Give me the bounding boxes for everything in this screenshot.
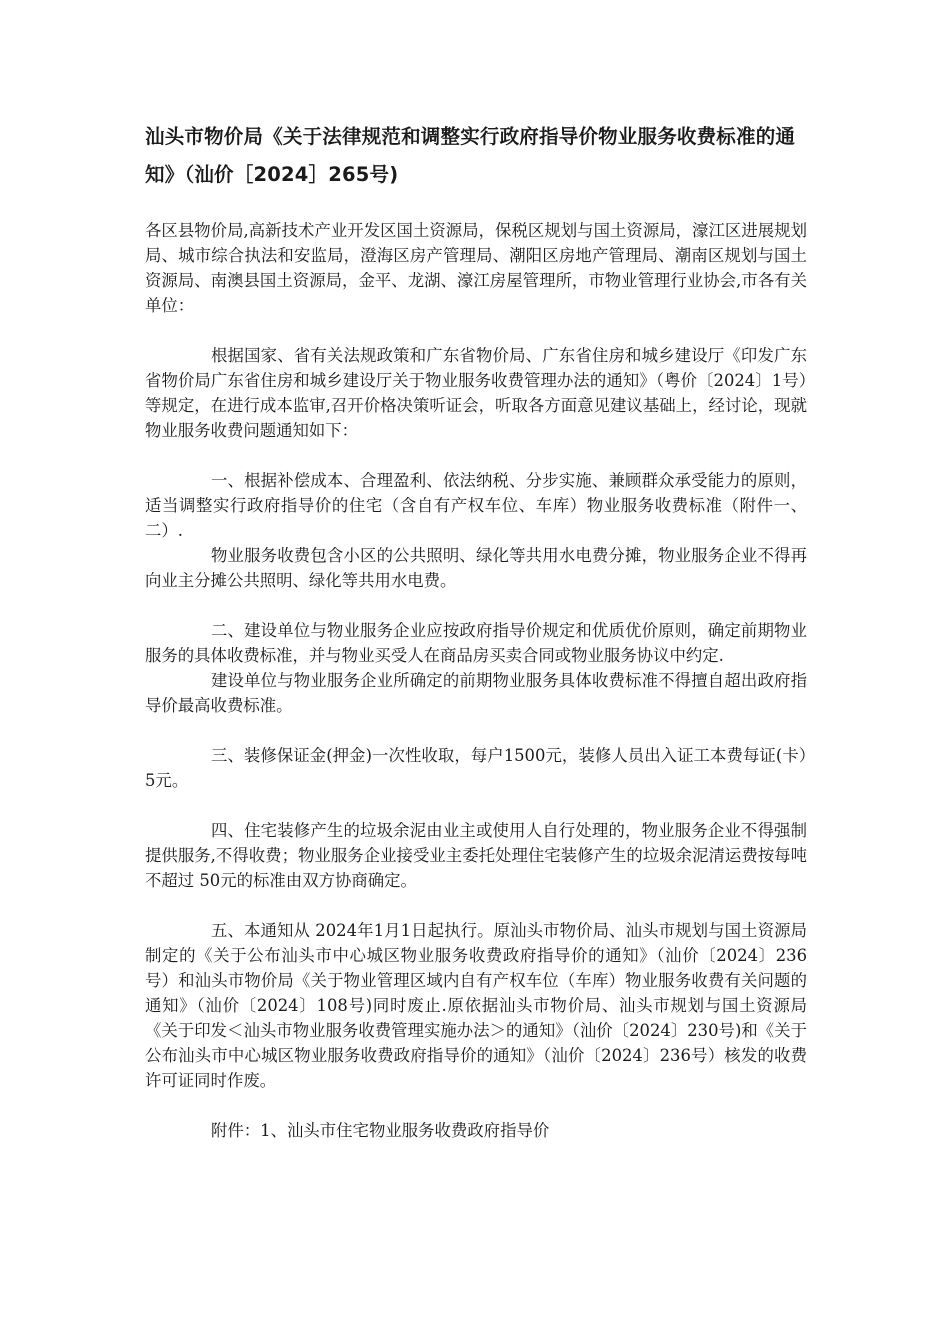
item-1-paragraph: 一、根据补偿成本、合理盈利、依法纳税、分步实施、兼顾群众承受能力的原则，适当调整实行政府指导价的住宅（含自有产权车位、车库）物业服务收费标准（附件一、二）. bbox=[145, 471, 807, 540]
item-5-paragraph: 五、本通知从 2024年1月1日起执行。原汕头市物价局、汕头市规划与国土资源局制定的《关于公布汕头市中心城区物业服务收费政府指导价的通知》（汕价〔2024〕236号）和汕头市物价局《关于物业管理区域内自有产权车位（车库）物业服务收费有关问题的通知》（汕价〔2024〕108号)同时废止.原依据汕头市物价局、汕头市规划与国土资源局《关于印发＜汕头市物业服务收费管理实施办法＞的通知》（汕价〔2024〕230号)和《关于公布汕头市中心城区物业服务收费政府指导价的通知》（汕价〔2024〕236号）核发的收费许可证同时作废。 bbox=[145, 921, 807, 1090]
intro-paragraph: 根据国家、省有关法规政策和广东省物价局、广东省住房和城乡建设厅《印发广东省物价局广东省住房和城乡建设厅关于物业服务收费管理办法的通知》（粤价〔2024〕1号）等规定，在进行成本监审,召开价格决策听证会，听取各方面意见建议基础上，经讨论，现就物业服务收费问题通知如下： bbox=[145, 346, 807, 440]
item-2-paragraph: 二、建设单位与物业服务企业应按政府指导价规定和优质优价原则，确定前期物业服务的具体收费标准，并与物业买受人在商品房买卖合同或物业服务协议中约定. bbox=[145, 621, 807, 665]
item-1-sub-paragraph: 物业服务收费包含小区的公共照明、绿化等共用水电费分摊，物业服务企业不得再向业主分摊公共照明、绿化等共用水电费。 bbox=[145, 546, 807, 590]
attachment-line: 附件：1、汕头市住宅物业服务收费政府指导价 bbox=[211, 1121, 550, 1140]
addressee-paragraph: 各区县物价局,高新技术产业开发区国土资源局，保税区规划与国土资源局，濠江区进展规划局、城市综合执法和安监局，澄海区房产管理局、潮阳区房地产管理局、潮南区规划与国土资源局、南澳县国土资源局，金平、龙湖、濠江房屋管理所，市物业管理行业协会,市各有关单位： bbox=[145, 221, 807, 315]
document-title: 汕头市物价局《关于法律规范和调整实行政府指导价物业服务收费标准的通知》（汕价［2024］265号) bbox=[145, 125, 796, 186]
item-3-paragraph: 三、装修保证金(押金)一次性收取，每户1500元，装修人员出入证工本费每证(卡）5元。 bbox=[145, 746, 807, 790]
item-2-sub-paragraph: 建设单位与物业服务企业所确定的前期物业服务具体收费标准不得擅自超出政府指导价最高收费标准。 bbox=[145, 671, 807, 715]
document-page bbox=[145, 118, 807, 1143]
item-4-paragraph: 四、住宅装修产生的垃圾余泥由业主或使用人自行处理的，物业服务企业不得强制提供服务,不得收费；物业服务企业接受业主委托处理住宅装修产生的垃圾余泥清运费按每吨不超过 50元的标准由双方协商确定。 bbox=[145, 821, 807, 890]
